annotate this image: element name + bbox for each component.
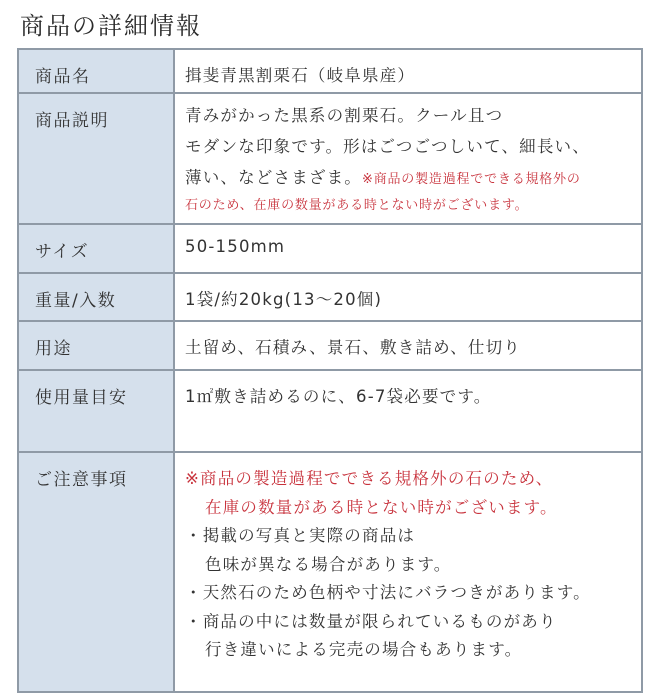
table-row-caution: [18, 452, 642, 692]
table-row-weight: [18, 273, 642, 321]
usage-amount-label: 使用量目安: [18, 370, 174, 452]
caution-label: ご注意事項: [18, 452, 174, 692]
table-row-size: [18, 224, 642, 273]
usage-value: 土留め、石積み、景石、敷き詰め、仕切り: [174, 321, 642, 370]
product-name-label: 商品名: [18, 49, 174, 93]
table-row-description: [18, 93, 642, 224]
description-label: 商品説明: [18, 93, 174, 224]
caution-bullet-3-cont: 行き違いによる完売の場合もあります。: [205, 640, 523, 659]
weight-value: 1袋/約20kg(13〜20個): [174, 273, 642, 321]
table-row-usage-amount: [18, 370, 642, 452]
usage-amount-value: 1㎡敷き詰めるのに、6-7袋必要です。: [174, 370, 642, 452]
caution-bullet-1: ・掲載の写真と実際の商品は: [185, 526, 416, 545]
description-line-3: [185, 162, 641, 195]
usage-label: 用途: [18, 321, 174, 370]
size-value: 50-150mm: [174, 224, 642, 273]
description-line-3-text: 薄い、などさまざま。: [185, 168, 362, 187]
weight-label: 重量/入数: [18, 273, 174, 321]
size-label: サイズ: [18, 224, 174, 273]
caution-bullet-1-cont: 色味が異なる場合があります。: [205, 554, 452, 574]
description-note-2: 石のため、在庫の数量がある時とない時がございます。: [185, 198, 529, 213]
table-row-product-name: [18, 49, 642, 93]
product-name-value: 揖斐青黒割栗石（岐阜県産）: [174, 49, 642, 93]
caution-bullet-3: ・商品の中には数量が限られているものがあり: [185, 611, 557, 631]
caution-warning-2: 在庫の数量がある時とない時がございます。: [205, 497, 558, 517]
caution-value: [174, 452, 642, 692]
caution-warning-1: ※商品の製造過程でできる規格外の石のため、: [185, 469, 554, 488]
description-line-2: モダンな印象です。形はごつごつしいて、細長い、: [185, 137, 590, 156]
description-note-1: ※商品の製造過程でできる規格外の: [362, 172, 581, 187]
page-title: 商品の詳細情報: [20, 12, 202, 40]
table-row-usage: [18, 321, 642, 370]
caution-bullet-2: ・天然石のため色柄や寸法にバラつきがあります。: [185, 583, 591, 602]
description-line-1: 青みがかった黒系の割栗石。クール且つ: [185, 106, 504, 125]
product-details-table: [17, 48, 643, 693]
description-value: [174, 93, 642, 224]
